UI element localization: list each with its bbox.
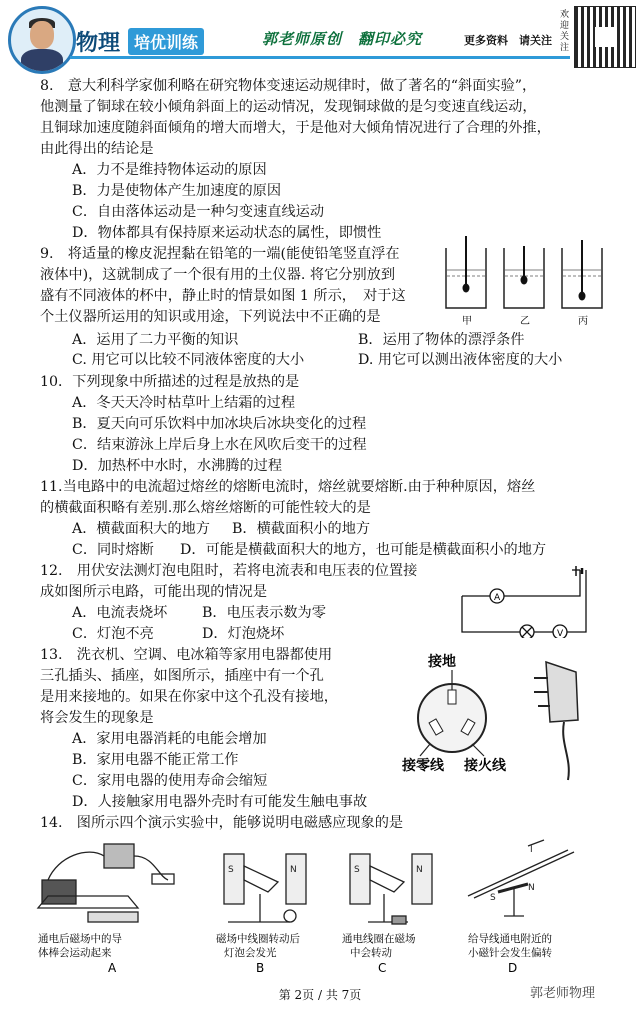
question-11-option-b: B．横截面积小的地方 [232,521,371,537]
question-13-line-2: 三孔插头、插座，如图所示，插座中有一个孔 [40,668,324,684]
question-12-option-c: C．灯泡不亮 [72,626,154,642]
experiment-a [38,844,174,922]
question-12-line-1: 12. 用伏安法测灯泡电阻时，若将电流表和电压表的位置接 [40,563,418,579]
figure-1-label-bing: 丙 [578,316,588,327]
page-number: 第 2页 / 共 7页 [278,988,362,1002]
brand-tag: 培优训练 [128,28,204,55]
question-12-option-b: B．电压表示数为零 [202,605,326,621]
question-13-line-4: 将会发生的现象是 [40,710,154,726]
question-9-line-1: 9. 将适量的橡皮泥捏黏在铅笔的一端(能使铅笔竖直浮在 [40,246,400,262]
caption-d-letter: D [508,961,518,975]
question-13-line-3: 是用来接地的。如果在你家中这个孔没有接地， [40,689,338,705]
question-9-line-3: 盛有不同液体的杯中，静止时的情景如图 1 所示， 对于这 [40,288,406,304]
figure-1-label-yi: 乙 [520,316,530,327]
caption-b-line-2: 灯泡会发光 [224,947,277,959]
question-11-option-a: A．横截面积大的地方 [72,521,210,537]
question-8-line-1: 8. 意大利科学家伽利略在研究物体变速运动规律时，做了著名的“斜面实验”， [40,78,537,94]
caption-c-letter: C [378,961,387,975]
question-13-line-1: 13. 洗衣机、空调、电冰箱等家用电器都使用 [40,647,333,663]
svg-text:N: N [528,883,535,893]
follow-vertical-text: 欢迎关注 [560,10,570,53]
figure-three-pin-socket [400,648,600,784]
figure-four-experiments [28,836,618,976]
label-neutral: 接零线 [402,758,444,774]
question-10-option-c: C．结束游泳上岸后身上水在风吹后变干的过程 [72,437,367,453]
question-10-stem: 10．下列现象中所描述的过程是放热的是 [40,374,300,390]
question-9-option-c: C. 用它可以比较不同液体密度的大小 [72,352,305,368]
svg-text:N: N [416,865,423,875]
question-8-option-b: B．力是使物体产生加速度的原因 [72,183,282,199]
caption-b-letter: B [256,961,265,975]
question-8-line-4: 由此得出的结论是 [40,141,154,157]
question-10-option-a: A．冬天天冷时枯草叶上结霜的过程 [72,395,296,411]
question-8-option-c: C．自由落体运动是一种匀变速直线运动 [72,204,325,220]
caption-b-line-1: 磁场中线圈转动后 [216,933,300,945]
question-9-line-4: 个土仪器所运用的知识或用途，下列说法中不正确的是 [40,309,381,325]
question-12-option-d: D．灯泡烧坏 [202,626,285,642]
svg-text:S: S [354,865,360,875]
figure-1-label-jia: 甲 [462,316,472,327]
ammeter-label: A [494,593,501,603]
question-8-line-3: 且铜球加速度随斜面倾角的增大而增大，于是他对大倾角情况进行了合理的外推， [40,120,551,136]
qr-code[interactable] [574,6,636,68]
question-8-option-d: D．物体都具有保持原来运动状态的属性，即惯性 [72,225,382,241]
page-header [0,0,640,72]
svg-text:N: N [290,865,297,875]
experiment-d [468,840,574,916]
question-11-line-1: 11.当电路中的电流超过熔丝的熔断电流时，熔丝就要熔断.由于种种原因，熔丝 [40,479,536,495]
label-live: 接火线 [464,758,506,774]
question-13-option-d: D．人接触家用电器外壳时有可能发生触电事故 [72,794,368,810]
question-13-option-a: A．家用电器消耗的电能会增加 [72,731,267,747]
question-12-option-a: A．电流表烧坏 [72,605,168,621]
label-ground: 接地 [428,654,456,670]
question-10-option-b: B．夏天向可乐饮料中加冰块后冰块变化的过程 [72,416,367,432]
question-12-line-2: 成如图所示电路，可能出现的情况是 [40,584,268,600]
question-11-line-2: 的横截面积略有差别.那么熔丝熔断的可能性较大的是 [40,500,371,516]
caption-d-line-1: 给导线通电附近的 [468,933,552,945]
svg-text:S: S [490,893,496,903]
question-13-option-c: C．家用电器的使用寿命会缩短 [72,773,268,789]
question-13-option-b: B．家用电器不能正常工作 [72,752,239,768]
teacher-logo [8,6,76,74]
caption-c-line-2: 中会转动 [350,947,392,959]
question-9-option-b: B．运用了物体的漂浮条件 [358,332,525,348]
slogan: 郭老师原创 翻印必究 [262,30,423,48]
caption-c-line-1: 通电线圈在磁场 [342,933,416,945]
question-11-option-d: D．可能是横截面积大的地方，也可能是横截面积小的地方 [180,542,547,558]
figure-circuit [452,566,612,638]
question-9-option-a: A．运用了二力平衡的知识 [72,332,239,348]
watermark: 郭老师物理 [530,986,596,1001]
figure-1-hydrometers [440,228,620,328]
question-8-line-2: 他测量了铜球在较小倾角斜面上的运动情况，发现铜球做的是匀变速直线运动， [40,99,537,115]
question-8-option-a: A．力不是维持物体运动的原因 [72,162,267,178]
caption-a-letter: A [108,961,117,975]
question-10-option-d: D．加热杯中水时，水沸腾的过程 [72,458,283,474]
caption-a-line-2: 体棒会运动起来 [38,947,112,959]
caption-d-line-2: 小磁针会发生偏转 [468,947,552,959]
experiment-b [224,854,306,922]
more-materials-note: 更多资料 请关注 [464,34,552,47]
svg-text:S: S [228,865,234,875]
question-9-option-d: D. 用它可以测出液体密度的大小 [358,352,563,368]
question-14-stem: 14. 图所示四个演示实验中，能够说明电磁感应现象的是 [40,815,404,831]
question-9-line-2: 液体中)，这就制成了一个很有用的土仪器. 将它分别放到 [40,267,396,283]
question-11-option-c: C．同时熔断 [72,542,154,558]
brand-title: 物理 [76,31,121,56]
experiment-c [350,854,432,924]
caption-a-line-1: 通电后磁场中的导 [38,933,122,945]
voltmeter-label: V [557,629,564,638]
header-divider [70,56,570,59]
svg-text:I: I [530,845,533,855]
